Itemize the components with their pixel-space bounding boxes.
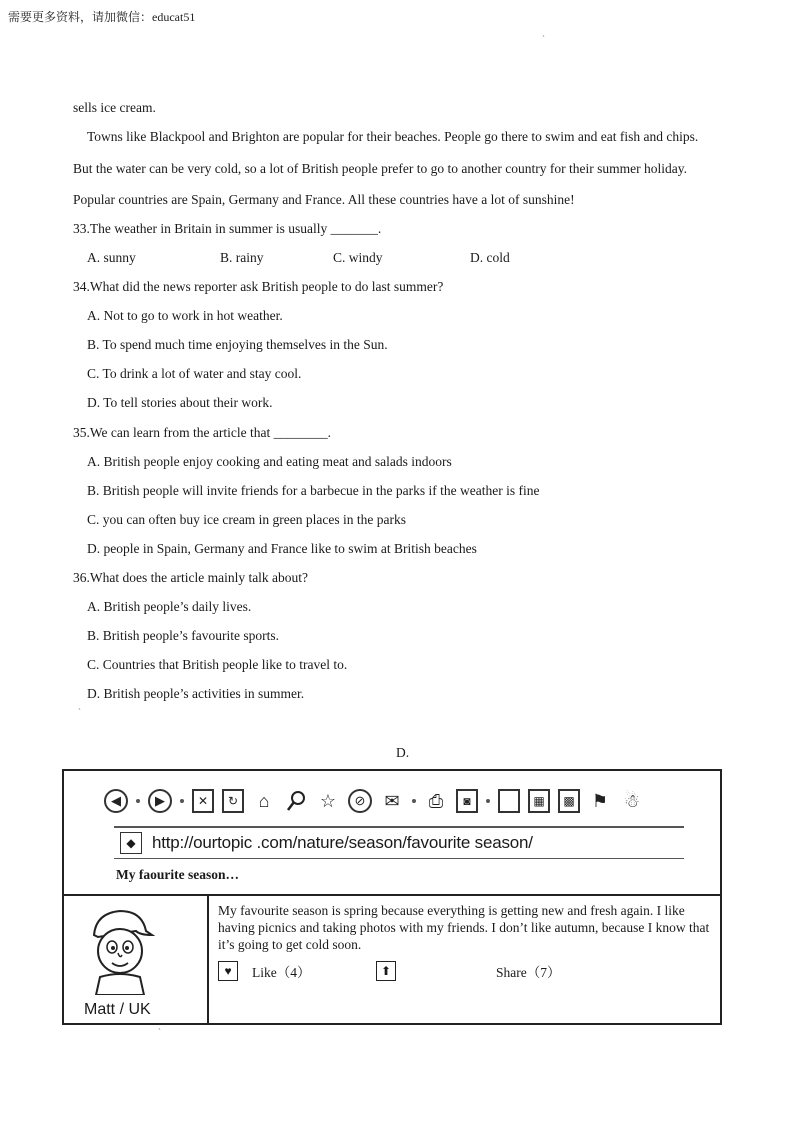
toolbar-separator [180,799,184,803]
toolbar-separator [412,799,416,803]
option: D. British people’s activities in summer. [87,686,305,701]
scan-mark: ˋ [78,707,81,717]
passage-line: Popular countries are Spain, Germany and France. All these countries have a lot of sunshine! [73,192,575,207]
option: D. cold [470,250,510,265]
heart-icon[interactable]: ♥ [218,961,238,981]
forward-icon[interactable]: ▶ [148,789,172,813]
option: C. Countries that British people like to travel to. [87,657,348,672]
scan-mark: ˋ [158,1027,161,1037]
people-icon[interactable]: ⚑ [591,790,609,811]
question-stem: 33.The weather in Britain in summer is usually _______. [73,221,382,236]
author-name: Matt / UK [84,1001,151,1018]
scan-mark: ˋ [542,34,545,44]
divider [64,894,720,896]
option: B. British people’s favourite sports. [87,628,279,643]
share-arrow-icon[interactable]: ⬆ [376,961,396,981]
question-stem: 34.What did the news reporter ask British people to do last summer? [73,279,444,294]
option: C. you can often buy ice cream in green places in the parks [87,512,407,527]
like-button[interactable]: Like（4） [252,965,311,980]
option: A. sunny [87,250,136,265]
option: A. British people’s daily lives. [87,599,252,614]
refresh-icon[interactable]: ↻ [222,789,244,813]
question-stem: 36.What does the article mainly talk about? [73,570,309,585]
url-text[interactable]: http://ourtopic .com/nature/season/favourite season/ [152,833,533,852]
post-actions [218,959,714,983]
share-button[interactable]: Share（7） [496,965,561,980]
back-icon[interactable]: ◀ [104,789,128,813]
option: D. people in Spain, Germany and France like to swim at British beaches [87,541,477,556]
discuss-icon[interactable] [498,789,520,813]
research-icon[interactable]: ☃ [623,790,641,811]
option: C. To drink a lot of water and stay cool. [87,366,302,381]
messenger-icon[interactable]: ▦ [528,789,550,813]
avatar [80,905,160,995]
page-title: My faourite season… [116,867,239,882]
post-text: My favourite season is spring because everything is getting new and fresh again. I like having picnics and taking photos with my friends. I don’t like autumn, because I know that it’s going to get cold soon. [218,903,710,952]
tools-icon[interactable]: ▩ [558,789,580,813]
option: B. British people will invite friends for a barbecue in the parks if the weather is fine [87,483,540,498]
print-icon[interactable]: ⎙ [428,790,444,811]
option: A. Not to go to work in hot weather. [87,308,283,323]
option: D. To tell stories about their work. [87,395,273,410]
passage-line: But the water can be very cold, so a lot of British people prefer to go to another country for their summer holiday. [73,161,687,176]
search-icon[interactable] [284,789,308,813]
browser-toolbar [104,785,652,817]
toolbar-separator [486,799,490,803]
divider [207,894,209,1025]
option: A. British people enjoy cooking and eating meat and salads indoors [87,454,452,469]
passage-line: sells ice cream. [73,100,156,115]
option: B. rainy [220,250,264,265]
history-icon[interactable]: ⊘ [348,789,372,813]
page-icon: ◆ [120,832,142,854]
toolbar-separator [136,799,140,803]
option: C. windy [333,250,383,265]
option: B. To spend much time enjoying themselves in the Sun. [87,337,388,352]
favorites-icon[interactable]: ☆ [319,790,337,811]
question-stem: 35.We can learn from the article that ________. [73,425,331,440]
mail-icon[interactable]: ✉ [384,790,400,811]
home-icon[interactable]: ⌂ [258,790,270,811]
stop-icon[interactable]: ✕ [192,789,214,813]
web-page-panel [62,769,722,1025]
passage-line: Towns like Blackpool and Brighton are popular for their beaches. People go there to swim and eat fish and chips. [87,129,699,144]
header-note: 需要更多资料，请加微信：educat51 [8,10,196,24]
section-letter: D. [396,745,410,760]
edit-icon[interactable]: ◙ [456,789,478,813]
address-bar[interactable] [114,826,684,859]
